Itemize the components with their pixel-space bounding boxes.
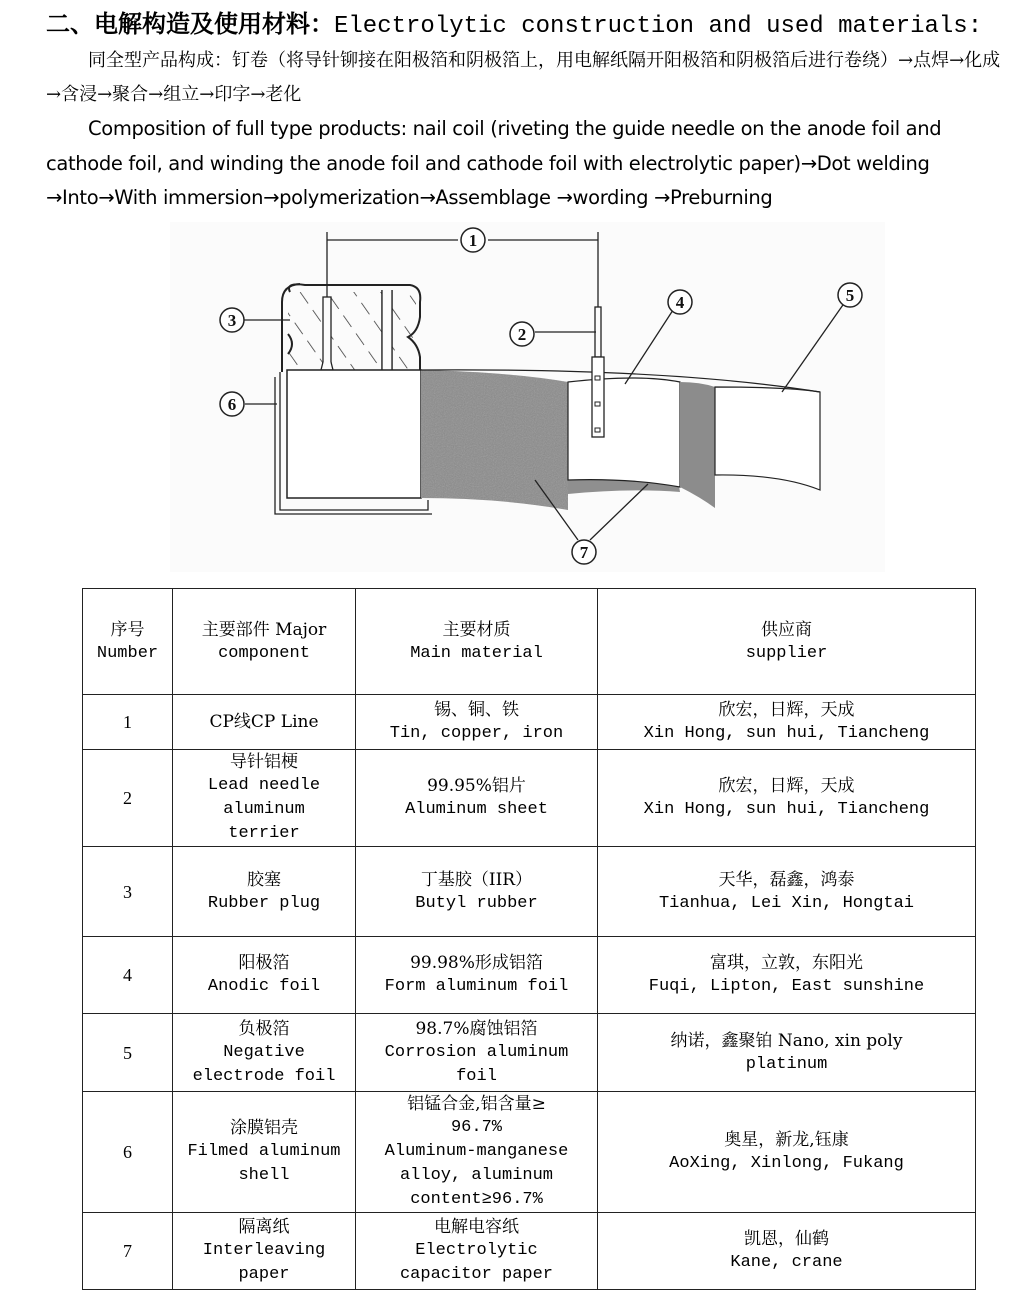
- cell-number: 6: [83, 1092, 173, 1213]
- cell-supplier: 欣宏，日辉，天成 Xin Hong, sun hui, Tiancheng: [598, 695, 976, 750]
- cell-material: 电解电容纸 Electrolytic capacitor paper: [356, 1213, 598, 1290]
- cell-supplier: 富琪，立敦，东阳光 Fuqi, Lipton, East sunshine: [598, 937, 976, 1014]
- table-row: [83, 1014, 976, 1092]
- cell-component: 胶塞 Rubber plug: [173, 847, 356, 937]
- header-number: 序号 Number: [83, 589, 173, 695]
- svg-text:5: 5: [845, 286, 855, 305]
- svg-text:6: 6: [227, 395, 237, 414]
- section-heading: [46, 4, 982, 40]
- callout-6: [220, 392, 244, 416]
- cell-component: CP线CP Line: [173, 695, 356, 750]
- table-row: [83, 1092, 976, 1213]
- table-row: [83, 695, 976, 750]
- cell-supplier: 纳诺，鑫聚铂 Nano, xin poly platinum: [598, 1014, 976, 1092]
- cell-material: 98.7%腐蚀铝箔 Corrosion aluminum foil: [356, 1014, 598, 1092]
- callout-1: [461, 228, 485, 252]
- paragraph-en: Composition of full type products: nail coil (riveting the guide needle on the anode foil and cathode foil, and winding the anode foil and cathode foil with electrolytic paper)→Dot welding →Into→With immersion→polymerization→Assemblage →wording →Preburning: [46, 117, 942, 209]
- cell-number: 3: [83, 847, 173, 937]
- svg-text:4: 4: [675, 293, 685, 312]
- callout-4: [668, 290, 692, 314]
- section-heading-en: Electrolytic construction and used materials:: [334, 13, 983, 40]
- cell-supplier: 奥星，新龙,钰康 AoXing, Xinlong, Fukang: [598, 1092, 976, 1213]
- cell-number: 1: [83, 695, 173, 750]
- cell-material: 丁基胶（IIR） Butyl rubber: [356, 847, 598, 937]
- header-material: 主要材质 Main material: [356, 589, 598, 695]
- cell-component: 负极箔 Negative electrode foil: [173, 1014, 356, 1092]
- cell-number: 5: [83, 1014, 173, 1092]
- table-row: [83, 937, 976, 1014]
- svg-text:3: 3: [227, 311, 237, 330]
- callout-7: [572, 540, 596, 564]
- cell-material: 99.95%铝片 Aluminum sheet: [356, 750, 598, 847]
- cell-component: 阳极箔 Anodic foil: [173, 937, 356, 1014]
- cell-number: 4: [83, 937, 173, 1014]
- cell-component: 导针铝梗 Lead needle aluminum terrier: [173, 750, 356, 847]
- section-heading-cn: 二、电解构造及使用材料：: [46, 10, 334, 38]
- cell-material: 锡、铜、铁 Tin, copper, iron: [356, 695, 598, 750]
- cell-component: 涂膜铝壳 Filmed aluminum shell: [173, 1092, 356, 1213]
- cell-number: 2: [83, 750, 173, 847]
- cell-number: 7: [83, 1213, 173, 1290]
- paragraph-cn: 同全型产品构成：钉卷（将导针铆接在阳极箔和阴极箔上，用电解纸隔开阳极箔和阴极箔后进行卷绕）→点焊→化成→含浸→聚合→组立→印字→老化: [46, 50, 1001, 105]
- callout-2: [510, 322, 534, 346]
- table-header-row: [83, 589, 976, 695]
- table-row: [83, 1213, 976, 1290]
- callout-5: [838, 283, 862, 307]
- cell-component: 隔离纸 Interleaving paper: [173, 1213, 356, 1290]
- header-supplier: 供应商 supplier: [598, 589, 976, 695]
- table-row: [83, 750, 976, 847]
- callout-3: [220, 308, 244, 332]
- svg-text:7: 7: [579, 543, 589, 562]
- svg-text:1: 1: [468, 231, 478, 250]
- cell-material: 铝锰合金,铝含量≥ 96.7% Aluminum-manganese alloy, aluminum content≥96.7%: [356, 1092, 598, 1213]
- cell-supplier: 凯恩，仙鹤 Kane, crane: [598, 1213, 976, 1290]
- cell-supplier: 欣宏，日辉，天成 Xin Hong, sun hui, Tiancheng: [598, 750, 976, 847]
- table-row: [83, 847, 976, 937]
- capacitor-construction-diagram: [170, 222, 885, 572]
- cell-supplier: 天华，磊鑫，鸿泰 Tianhua, Lei Xin, Hongtai: [598, 847, 976, 937]
- materials-table: [82, 588, 976, 1290]
- cell-material: 99.98%形成铝箔 Form aluminum foil: [356, 937, 598, 1014]
- header-component: 主要部件 Major component: [173, 589, 356, 695]
- svg-text:2: 2: [517, 325, 527, 344]
